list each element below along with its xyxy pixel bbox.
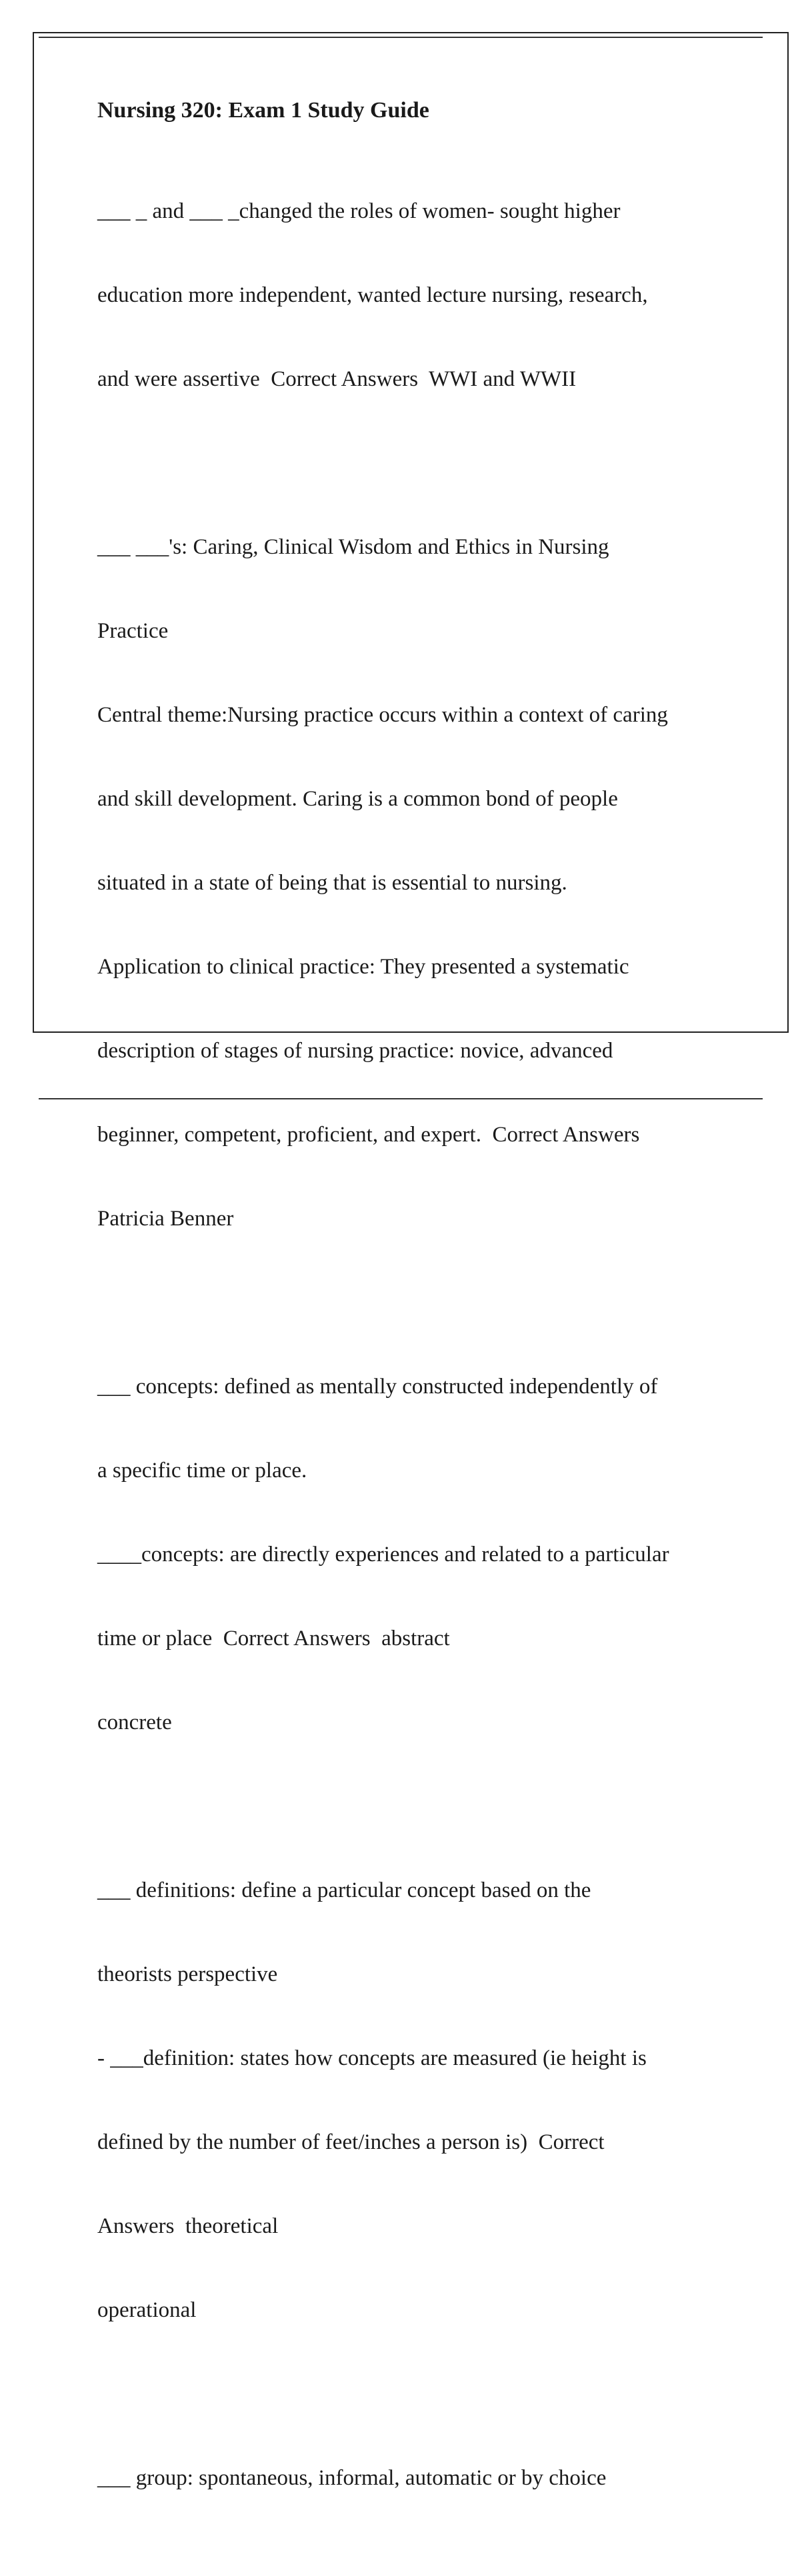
entry-line: ___ group: spontaneous, informal, automatic or by choice bbox=[97, 2466, 607, 2490]
entry-line: Practice bbox=[97, 619, 169, 643]
entry-line: a specific time or place. bbox=[97, 1459, 307, 1483]
entry-line: - ___definition: states how concepts are measured (ie height is bbox=[97, 2046, 647, 2070]
question-entry-5 bbox=[97, 2408, 737, 2548]
question-entry-3 bbox=[97, 1317, 737, 1792]
entry-line: theorists perspective bbox=[97, 1962, 278, 1986]
entry-line: operational bbox=[97, 2298, 197, 2322]
entry-line: beginner, competent, proficient, and expert. Correct Answers bbox=[97, 1123, 640, 1147]
document-body bbox=[97, 95, 737, 2576]
entry-line: ___ concepts: defined as mentally constructed independently of bbox=[97, 1375, 658, 1399]
question-entry-4 bbox=[97, 1820, 737, 2380]
entry-line: and were assertive Correct Answers WWI and WWII bbox=[97, 367, 577, 391]
entry-line: situated in a state of being that is essential to nursing. bbox=[97, 871, 567, 895]
entry-line: Central theme:Nursing practice occurs within a context of caring bbox=[97, 703, 668, 727]
entry-line: education more independent, wanted lecture nursing, research, bbox=[97, 283, 648, 307]
entry-line: Application to clinical practice: They presented a systematic bbox=[97, 955, 629, 979]
entry-line: ___ _ and ___ _changed the roles of women- sought higher bbox=[97, 199, 621, 223]
entry-line: concrete bbox=[97, 1710, 172, 1734]
entry-line: and skill development. Caring is a common bond of people bbox=[97, 787, 618, 811]
question-entry-2 bbox=[97, 477, 737, 1289]
question-entry-1 bbox=[97, 141, 737, 449]
document-title: Nursing 320: Exam 1 Study Guide bbox=[97, 98, 429, 123]
footer-rule bbox=[39, 1098, 763, 1099]
entry-line: ___ definitions: define a particular concept based on the bbox=[97, 1878, 591, 1902]
entry-line: description of stages of nursing practice: novice, advanced bbox=[97, 1039, 613, 1063]
entry-line: defined by the number of feet/inches a person is) Correct bbox=[97, 2130, 605, 2154]
entry-line: Patricia Benner bbox=[97, 1207, 234, 1231]
entry-line: ____concepts: are directly experiences and related to a particular bbox=[97, 1543, 669, 1567]
entry-line: ___ ___'s: Caring, Clinical Wisdom and Ethics in Nursing bbox=[97, 535, 609, 559]
entry-line: time or place Correct Answers abstract bbox=[97, 1626, 450, 1650]
entry-line: Answers theoretical bbox=[97, 2214, 279, 2238]
